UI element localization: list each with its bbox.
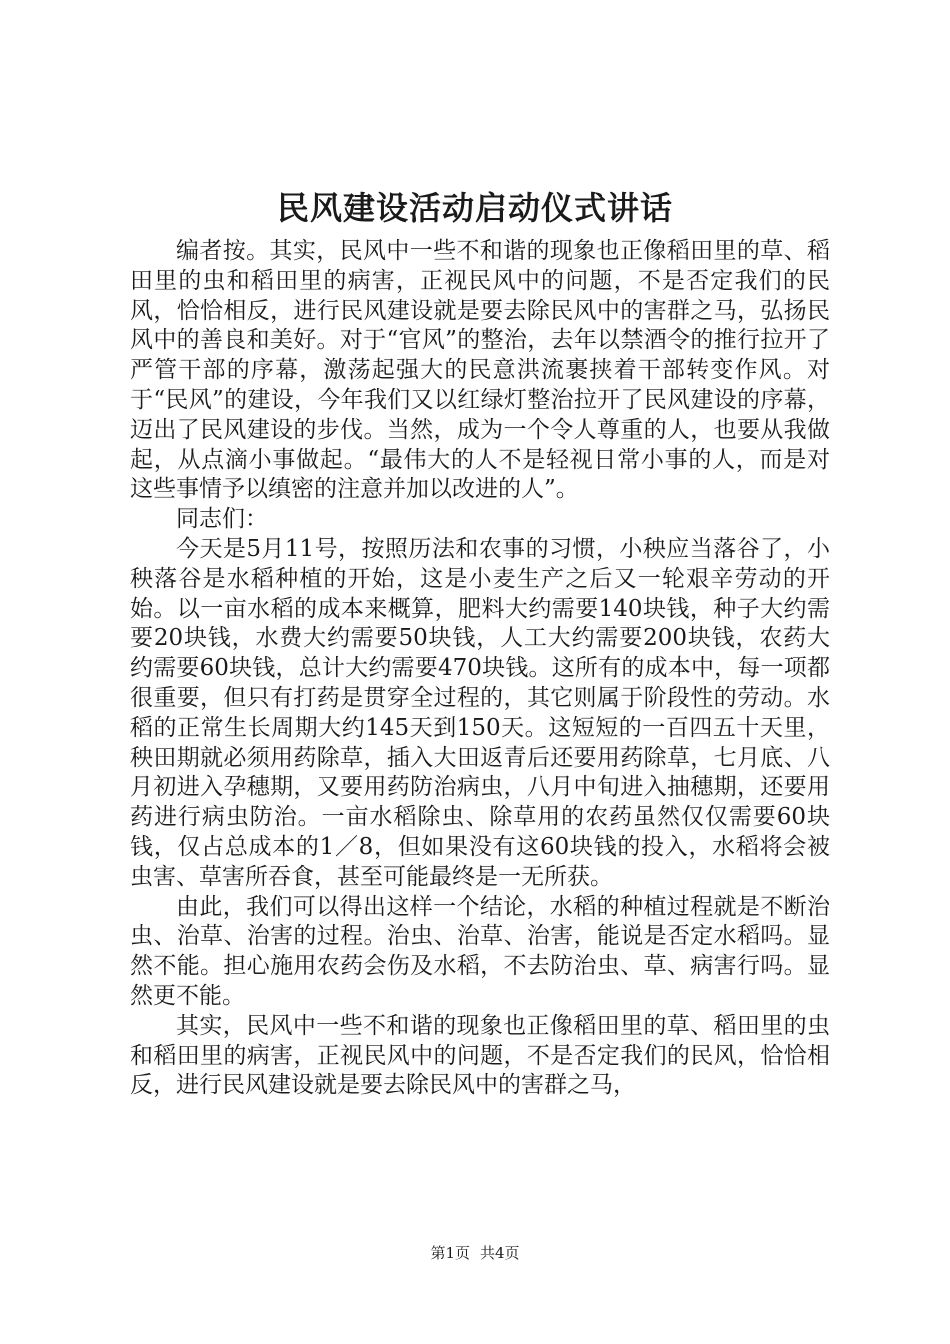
body-paragraph-folk-customs: 其实，民风中一些不和谐的现象也正像稻田里的草、稻田里的虫和稻田里的病害，正视民风中的问题，不是否定我们的民风，恰恰相反，进行民风建设就是要去除民风中的害群之马， — [130, 1012, 830, 1099]
document-title: 民风建设活动启动仪式讲话 — [276, 189, 673, 227]
page-total: 共4页 — [480, 1244, 520, 1262]
editor-note-paragraph: 编者按。其实，民风中一些不和谐的现象也正像稻田里的草、稻田里的虫和稻田里的病害，正视民风中的问题，不是否定我们的民风，恰恰相反，进行民风建设就是要去除民风中的害群之马，弘扬民风中的善良和美好。对于“官风”的整治，去年以禁酒令的推行拉开了严管干部的序幕，激荡起强大的民意洪流裹挟着干部转变作风。对于“民风”的建设，今年我们又以红绿灯整治拉开了民风建设的序幕，迈出了民风建设的步伐。当然，成为一个令人尊重的人，也要从我做起，从点滴小事做起。“最伟大的人不是轻视日常小事的人，而是对这些事情予以缜密的注意并加以改进的人”。 — [130, 238, 830, 503]
page-footer — [0, 1243, 950, 1263]
page-number: 第1页 — [430, 1244, 470, 1262]
salutation-paragraph: 同志们： — [176, 506, 268, 533]
body-paragraph-rice-cost: 今天是5月11号，按照历法和农事的习惯，小秧应当落谷了，小秧落谷是水稻种植的开始，这是小麦生产之后又一轮艰辛劳动的开始。以一亩水稻的成本来概算，肥料大约需要140块钱，种子大约需要20块钱，水费大约需要50块钱，人工大约需要200块钱，农药大约需要60块钱，总计大约需要470块钱。这所有的成本中，每一项都很重要，但只有打药是贯穿全过程的，其它则属于阶段性的劳动。水稻的正常生长周期大约145天到150天。这短短的一百四五十天里，秧田期就必须用药除草，插入大田返青后还要用药除草，七月底、八月初进入孕穗期，又要用药防治病虫，八月中旬进入抽穗期，还要用药进行病虫防治。一亩水稻除虫、除草用的农药虽然仅仅需要60块钱，仅占总成本的1／8，但如果没有这60块钱的投入，水稻将会被虫害、草害所吞食，甚至可能最终是一无所获。 — [130, 535, 830, 890]
document-body — [130, 237, 830, 1101]
body-paragraph-conclusion: 由此，我们可以得出这样一个结论，水稻的种植过程就是不断治虫、治草、治害的过程。治虫、治草、治害，能说是否定水稻吗。显然不能。担心施用农药会伤及水稻，不去防治虫、草、病害行吗。显然更不能。 — [130, 893, 830, 1009]
